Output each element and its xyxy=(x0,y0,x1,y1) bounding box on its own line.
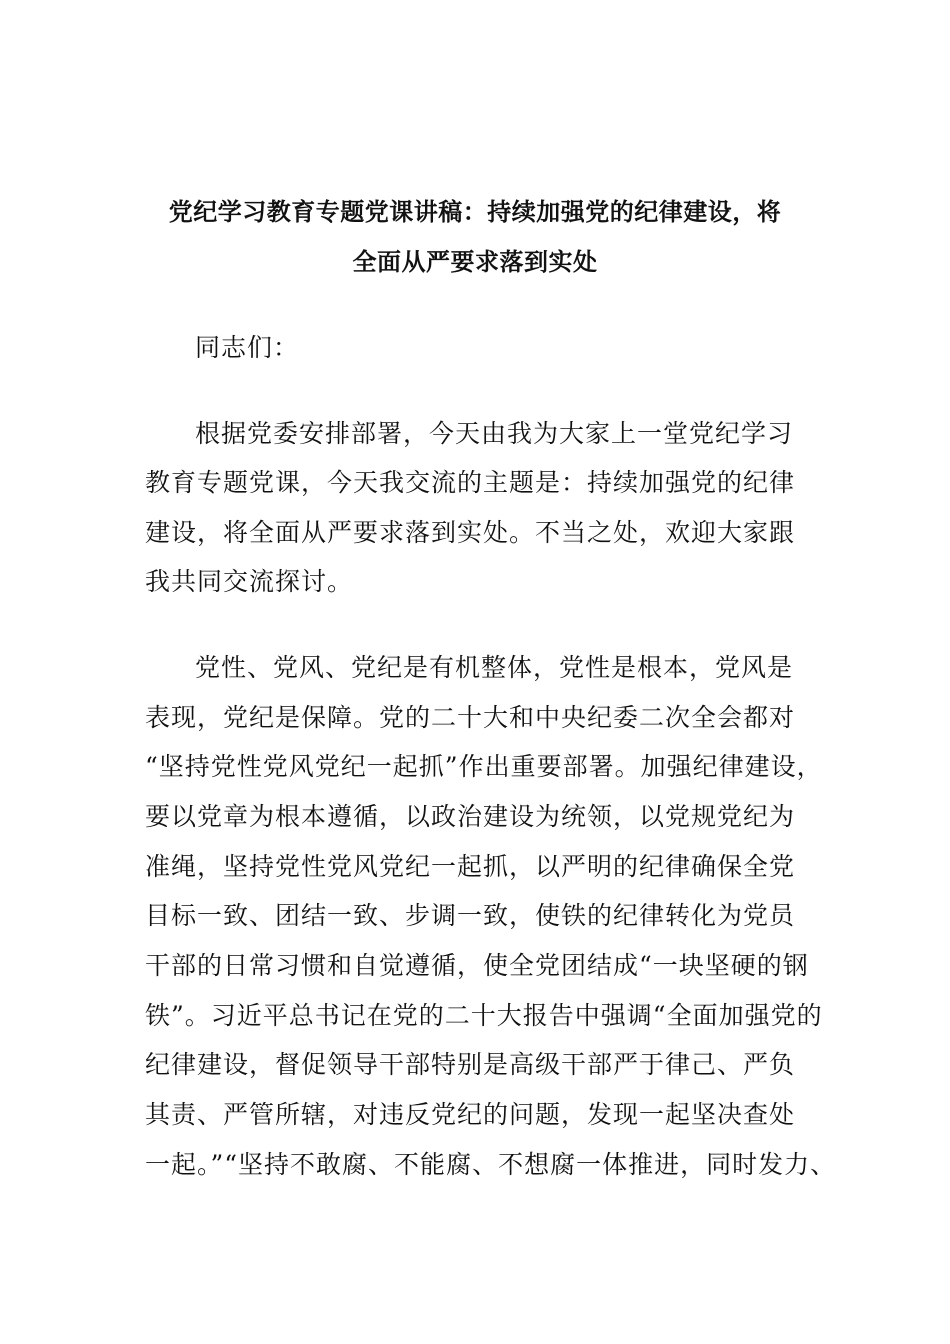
document-title-line-2: 全面从严要求落到实处 xyxy=(352,248,598,276)
paragraph-2-line: 表现，党纪是保障。党的二十大和中央纪委二次全会都对 xyxy=(145,703,796,732)
paragraph-2-line: 党性、党风、党纪是有机整体，党性是根本，党风是 xyxy=(195,653,794,682)
paragraph-2-line: 准绳，坚持党性党风党纪一起抓，以严明的纪律确保全党 xyxy=(145,852,796,881)
paragraph-2-line: “坚持党性党风党纪一起抓”作出重要部署。加强纪律建设， xyxy=(145,752,823,781)
paragraph-1-line: 教育专题党课，今天我交流的主题是：持续加强党的纪律 xyxy=(145,468,796,497)
paragraph-2-line: 其责、严管所辖，对违反党纪的问题，发现一起坚决查处 xyxy=(145,1100,796,1129)
salutation: 同志们： xyxy=(195,333,300,362)
paragraph-2-line: 目标一致、团结一致、步调一致，使铁的纪律转化为党员 xyxy=(145,901,796,930)
paragraph-1-line: 根据党委安排部署，今天由我为大家上一堂党纪学习 xyxy=(195,419,794,448)
paragraph-2-line: 一起。”“坚持不敢腐、不能腐、不想腐一体推进，同时发力、 xyxy=(145,1150,837,1179)
paragraph-2-line: 干部的日常习惯和自觉遵循，使全党团结成“一块坚硬的钢 xyxy=(145,951,809,980)
paragraph-2-line: 要以党章为根本遵循，以政治建设为统领，以党规党纪为 xyxy=(145,802,796,831)
paragraph-1-line: 我共同交流探讨。 xyxy=(145,567,354,596)
paragraph-2-line: 纪律建设，督促领导干部特别是高级干部严于律己、严负 xyxy=(145,1050,796,1079)
paragraph-1-line: 建设，将全面从严要求落到实处。不当之处，欢迎大家跟 xyxy=(145,518,796,547)
document-title-line-1: 党纪学习教育专题党课讲稿：持续加强党的纪律建设，将 xyxy=(168,198,782,226)
paragraph-2-line: 铁”。习近平总书记在党的二十大报告中强调“全面加强党的 xyxy=(145,1001,823,1030)
